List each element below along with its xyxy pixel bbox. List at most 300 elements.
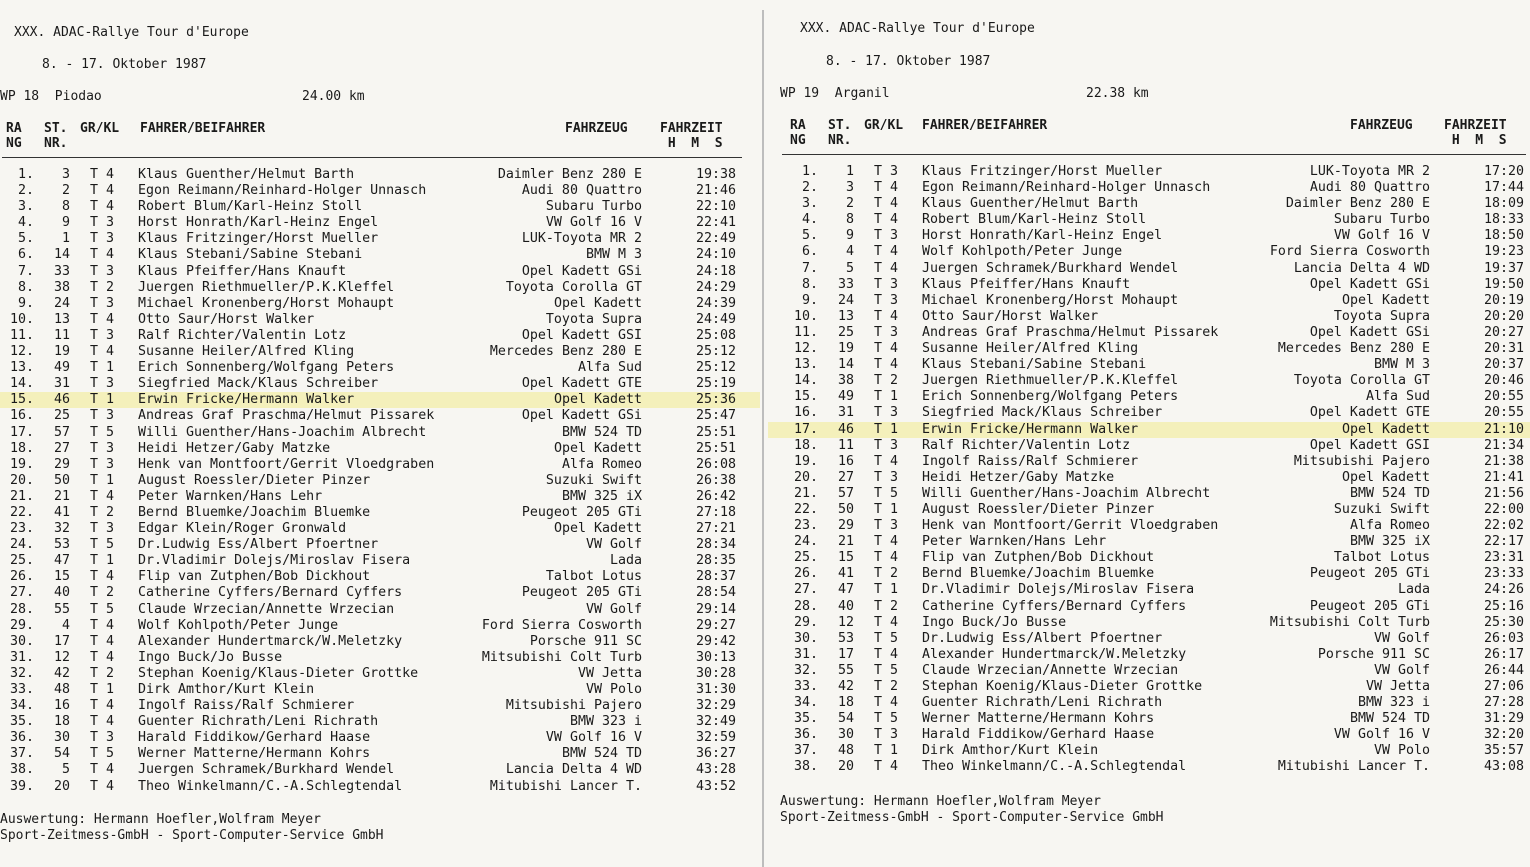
- driver-cell: Ingo Buck/Jo Busse: [138, 649, 283, 665]
- rank-cell: 21.: [9, 488, 34, 504]
- driver-cell: Ralf Richter/Valentin Lotz: [922, 437, 1131, 453]
- start-number-cell: 42: [53, 665, 70, 681]
- car-cell: Opel Kadett: [1341, 292, 1430, 308]
- car-cell: Toyota Supra: [1333, 308, 1430, 324]
- driver-cell: Robert Blum/Karl-Heinz Stoll: [922, 212, 1147, 228]
- time-cell: 24:49: [695, 311, 736, 327]
- car-cell: Peugeot 205 GTi: [521, 504, 642, 520]
- driver-cell: Stephan Koenig/Klaus-Dieter Grottke: [138, 665, 419, 681]
- car-cell: Mercedes Benz 280 E: [489, 344, 642, 360]
- table-row: [768, 727, 1530, 743]
- table-row: [0, 666, 760, 682]
- car-cell: Suzuki Swift: [545, 472, 642, 488]
- table-row: [0, 505, 760, 521]
- start-number-cell: 2: [61, 183, 70, 199]
- car-cell: VW Golf: [1373, 662, 1430, 678]
- rank-cell: 2.: [801, 180, 818, 196]
- time-cell: 32:49: [695, 714, 736, 730]
- time-cell: 22:00: [1483, 501, 1524, 517]
- table-row: [0, 425, 760, 441]
- class-cell: T 4: [874, 453, 899, 469]
- rank-cell: 29.: [793, 614, 818, 630]
- time-cell: 29:42: [695, 633, 736, 649]
- time-cell: 26:17: [1483, 646, 1524, 662]
- start-number-cell: 19: [53, 344, 70, 360]
- class-cell: T 4: [874, 534, 899, 550]
- time-cell: 29:27: [695, 617, 736, 633]
- table-row: [0, 183, 760, 199]
- table-row: [768, 647, 1530, 663]
- time-cell: 18:33: [1483, 212, 1524, 228]
- rank-cell: 22.: [793, 501, 818, 517]
- class-cell: T 4: [874, 614, 899, 630]
- class-cell: T 3: [90, 521, 115, 537]
- class-cell: T 4: [874, 646, 899, 662]
- start-number-cell: 19: [837, 341, 854, 357]
- table-row: [768, 679, 1530, 695]
- rank-cell: 35.: [793, 711, 818, 727]
- rank-cell: 17.: [9, 424, 34, 440]
- rank-cell: 33.: [793, 679, 818, 694]
- driver-cell: Willi Guenther/Hans-Joachim Albrecht: [138, 424, 427, 440]
- time-cell: 19:23: [1483, 244, 1524, 260]
- car-cell: Mitubishi Lancer T.: [489, 778, 642, 794]
- driver-cell: Claude Wrzecian/Annette Wrzecian: [922, 662, 1179, 678]
- driver-cell: Alexander Hundertmarck/W.Meletzky: [138, 633, 403, 649]
- time-cell: 25:51: [695, 440, 736, 456]
- time-cell: 20:55: [1483, 405, 1524, 421]
- class-cell: T 5: [874, 630, 899, 646]
- table-row: [768, 743, 1530, 759]
- time-cell: 21:34: [1483, 437, 1524, 453]
- table-row: [0, 360, 760, 376]
- start-number-cell: 1: [61, 231, 70, 247]
- driver-cell: Klaus Guenther/Helmut Barth: [922, 196, 1139, 212]
- rank-cell: 20.: [793, 469, 818, 485]
- rank-cell: 21.: [793, 485, 818, 501]
- class-cell: T 3: [90, 408, 115, 424]
- time-cell: 18:09: [1483, 196, 1524, 212]
- class-cell: T 4: [90, 311, 115, 327]
- driver-cell: Bernd Bluemke/Joachim Bluemke: [922, 566, 1155, 582]
- class-cell: T 3: [90, 263, 115, 279]
- class-cell: T 2: [90, 504, 115, 520]
- driver-cell: Klaus Stebani/Sabine Stebani: [138, 247, 363, 263]
- time-cell: 19:37: [1483, 260, 1524, 276]
- class-cell: T 2: [874, 373, 899, 389]
- table-row: [768, 373, 1530, 389]
- driver-cell: Claude Wrzecian/Annette Wrzecian: [138, 601, 395, 617]
- class-cell: T 4: [90, 344, 115, 360]
- table-row: [768, 244, 1530, 260]
- header-rule: [2, 157, 742, 158]
- car-cell: BMW 524 TD: [1349, 711, 1430, 727]
- driver-cell: Flip van Zutphen/Bob Dickhout: [138, 569, 371, 585]
- driver-cell: Catherine Cyffers/Bernard Cyffers: [138, 585, 403, 601]
- table-row: [0, 344, 760, 360]
- class-cell: T 5: [90, 746, 115, 762]
- class-cell: T 4: [90, 698, 115, 714]
- car-cell: VW Polo: [1373, 743, 1430, 759]
- car-cell: Opel Kadett GSI: [521, 327, 642, 343]
- rank-cell: 27.: [9, 585, 34, 601]
- car-cell: BMW 524 TD: [561, 746, 642, 762]
- class-cell: T 4: [90, 199, 115, 215]
- car-cell: Ford Sierra Cosworth: [1269, 244, 1430, 260]
- class-cell: T 2: [90, 279, 115, 295]
- rank-cell: 10.: [9, 311, 34, 327]
- car-cell: BMW 325 iX: [561, 488, 642, 504]
- driver-cell: Wolf Kohlpoth/Peter Junge: [138, 617, 339, 633]
- time-cell: 25:51: [695, 424, 736, 440]
- start-number-cell: 27: [837, 469, 854, 485]
- rank-cell: 30.: [793, 630, 818, 646]
- table-row: [768, 550, 1530, 566]
- col-start-header: ST. NR.: [44, 121, 68, 151]
- class-cell: T 1: [90, 392, 115, 408]
- class-cell: T 3: [874, 292, 899, 308]
- driver-cell: Robert Blum/Karl-Heinz Stoll: [138, 199, 363, 215]
- class-cell: T 1: [90, 682, 115, 697]
- table-row: [0, 730, 760, 746]
- class-cell: T 1: [90, 472, 115, 488]
- class-cell: T 4: [874, 180, 899, 196]
- rank-cell: 17.: [793, 421, 818, 437]
- start-number-cell: 25: [53, 408, 70, 424]
- driver-cell: Werner Matterne/Hermann Kohrs: [922, 711, 1155, 727]
- rank-cell: 19.: [793, 453, 818, 469]
- rank-cell: 33.: [9, 682, 34, 697]
- rank-cell: 4.: [801, 212, 818, 228]
- table-row: [0, 199, 760, 215]
- car-cell: Mitubishi Lancer T.: [1277, 759, 1430, 775]
- stage-name: WP 19 Arganil: [780, 86, 890, 101]
- table-row: [0, 312, 760, 328]
- time-cell: 25:16: [1483, 598, 1524, 614]
- driver-cell: Heidi Hetzer/Gaby Matzke: [138, 440, 331, 456]
- start-number-cell: 20: [53, 778, 70, 794]
- class-cell: T 3: [90, 327, 115, 343]
- col-rank-header: RA NG: [6, 121, 22, 151]
- event-dates: 8. - 17. Oktober 1987: [42, 57, 207, 72]
- start-number-cell: 11: [53, 327, 70, 343]
- class-cell: T 5: [874, 711, 899, 727]
- rank-cell: 10.: [793, 308, 818, 324]
- class-cell: T 1: [874, 421, 899, 437]
- table-row: [768, 180, 1530, 196]
- driver-cell: Catherine Cyffers/Bernard Cyffers: [922, 598, 1187, 614]
- start-number-cell: 53: [837, 630, 854, 646]
- car-cell: BMW 524 TD: [561, 424, 642, 440]
- rank-cell: 24.: [793, 534, 818, 550]
- event-title: XXX. ADAC-Rallye Tour d'Europe: [800, 21, 1035, 36]
- time-cell: 23:31: [1483, 550, 1524, 566]
- driver-cell: Dr.Ludwig Ess/Albert Pfoertner: [138, 537, 379, 553]
- table-row: [0, 634, 760, 650]
- rank-cell: 1.: [801, 164, 818, 179]
- class-cell: T 5: [874, 485, 899, 501]
- start-number-cell: 27: [53, 440, 70, 456]
- start-number-cell: 11: [837, 437, 854, 453]
- driver-cell: Horst Honrath/Karl-Heinz Engel: [922, 228, 1163, 244]
- start-number-cell: 4: [845, 244, 854, 260]
- time-cell: 30:13: [695, 649, 736, 665]
- car-cell: Toyota Supra: [545, 311, 642, 327]
- time-cell: 20:46: [1483, 373, 1524, 389]
- class-cell: T 4: [90, 633, 115, 649]
- driver-cell: Juergen Schramek/Burkhard Wendel: [138, 762, 395, 778]
- driver-cell: Harald Fiddikow/Gerhard Haase: [138, 730, 371, 746]
- rank-cell: 19.: [9, 456, 34, 472]
- driver-cell: Klaus Fritzinger/Horst Mueller: [138, 231, 379, 247]
- car-cell: Opel Kadett GSi: [1309, 324, 1430, 340]
- class-cell: T 3: [90, 730, 115, 746]
- start-number-cell: 16: [837, 453, 854, 469]
- time-cell: 21:46: [695, 183, 736, 199]
- car-cell: BMW M 3: [585, 247, 642, 263]
- rank-cell: 7.: [17, 263, 34, 279]
- rank-cell: 28.: [793, 598, 818, 614]
- car-cell: VW Polo: [585, 682, 642, 697]
- results-sheet-wp18: [0, 0, 760, 867]
- time-cell: 25:36: [695, 392, 736, 408]
- driver-cell: Dr.Ludwig Ess/Albert Pfoertner: [922, 630, 1163, 646]
- time-cell: 22:41: [695, 215, 736, 231]
- time-cell: 32:20: [1483, 727, 1524, 743]
- driver-cell: Juergen Riethmueller/P.K.Kleffel: [922, 373, 1179, 389]
- class-cell: T 4: [90, 247, 115, 263]
- class-cell: T 3: [874, 164, 899, 179]
- driver-cell: Theo Winkelmann/C.-A.Schlegtendal: [138, 778, 403, 794]
- rank-cell: 14.: [793, 373, 818, 389]
- class-cell: T 4: [874, 695, 899, 711]
- start-number-cell: 50: [53, 472, 70, 488]
- start-number-cell: 8: [61, 199, 70, 215]
- car-cell: Peugeot 205 GTi: [521, 585, 642, 601]
- class-cell: T 3: [90, 376, 115, 392]
- start-number-cell: 33: [837, 276, 854, 292]
- start-number-cell: 42: [837, 679, 854, 694]
- driver-cell: Erich Sonnenberg/Wolfgang Peters: [922, 389, 1179, 405]
- class-cell: T 4: [90, 488, 115, 504]
- rank-cell: 4.: [17, 215, 34, 231]
- start-number-cell: 31: [53, 376, 70, 392]
- car-cell: VW Golf 16 V: [545, 215, 642, 231]
- rank-cell: 3.: [17, 199, 34, 215]
- driver-cell: Klaus Guenther/Helmut Barth: [138, 167, 355, 182]
- rank-cell: 31.: [9, 649, 34, 665]
- results-table-wp18: [0, 167, 760, 795]
- start-number-cell: 31: [837, 405, 854, 421]
- car-cell: VW Golf 16 V: [1333, 727, 1430, 743]
- driver-cell: Guenter Richrath/Leni Richrath: [138, 714, 379, 730]
- start-number-cell: 47: [53, 553, 70, 569]
- class-cell: T 2: [874, 566, 899, 582]
- start-number-cell: 9: [845, 228, 854, 244]
- class-cell: T 3: [90, 456, 115, 472]
- class-cell: T 5: [90, 424, 115, 440]
- driver-cell: Peter Warnken/Hans Lehr: [138, 488, 323, 504]
- time-cell: 28:35: [695, 553, 736, 569]
- time-cell: 27:21: [695, 521, 736, 537]
- car-cell: Opel Kadett GTE: [1309, 405, 1430, 421]
- driver-cell: Bernd Bluemke/Joachim Bluemke: [138, 504, 371, 520]
- event-dates: 8. - 17. Oktober 1987: [826, 54, 991, 69]
- table-row: [0, 714, 760, 730]
- rank-cell: 6.: [17, 247, 34, 263]
- start-number-cell: 54: [53, 746, 70, 762]
- start-number-cell: 46: [837, 421, 854, 437]
- car-cell: Toyota Corolla GT: [505, 279, 642, 295]
- car-cell: Talbot Lotus: [1333, 550, 1430, 566]
- table-row: [0, 296, 760, 312]
- table-row: [0, 585, 760, 601]
- driver-cell: Andreas Graf Praschma/Helmut Pissarek: [138, 408, 435, 424]
- col-time-header: FAHRZEIT H M S: [1444, 118, 1507, 148]
- footer-company: Sport-Zeitmess-GmbH - Sport-Computer-Service GmbH: [780, 810, 1164, 825]
- rank-cell: 9.: [801, 292, 818, 308]
- rank-cell: 34.: [9, 698, 34, 714]
- class-cell: T 3: [90, 231, 115, 247]
- class-cell: T 1: [874, 582, 899, 598]
- rank-cell: 26.: [793, 566, 818, 582]
- time-cell: 43:08: [1483, 759, 1524, 775]
- time-cell: 26:03: [1483, 630, 1524, 646]
- start-number-cell: 2: [845, 196, 854, 212]
- car-cell: VW Golf: [585, 601, 642, 617]
- class-cell: T 4: [874, 550, 899, 566]
- table-row: [768, 325, 1530, 341]
- car-cell: Audi 80 Quattro: [1309, 180, 1430, 196]
- rank-cell: 23.: [9, 521, 34, 537]
- start-number-cell: 12: [837, 614, 854, 630]
- driver-cell: Siegfried Mack/Klaus Schreiber: [138, 376, 379, 392]
- table-row: [768, 405, 1530, 421]
- table-row: [0, 408, 760, 424]
- rank-cell: 13.: [9, 360, 34, 376]
- rank-cell: 8.: [17, 279, 34, 295]
- rank-cell: 35.: [9, 714, 34, 730]
- class-cell: T 4: [90, 167, 115, 182]
- start-number-cell: 24: [837, 292, 854, 308]
- time-cell: 26:44: [1483, 662, 1524, 678]
- time-cell: 28:34: [695, 537, 736, 553]
- driver-cell: Otto Saur/Horst Walker: [138, 311, 315, 327]
- rank-cell: 11.: [793, 324, 818, 340]
- rank-cell: 34.: [793, 695, 818, 711]
- start-number-cell: 33: [53, 263, 70, 279]
- time-cell: 23:33: [1483, 566, 1524, 582]
- rank-cell: 9.: [17, 295, 34, 311]
- start-number-cell: 30: [837, 727, 854, 743]
- driver-cell: August Roessler/Dieter Pinzer: [138, 472, 371, 488]
- driver-cell: Susanne Heiler/Alfred Kling: [922, 341, 1139, 357]
- time-cell: 25:08: [695, 327, 736, 343]
- driver-cell: Egon Reimann/Reinhard-Holger Unnasch: [138, 183, 427, 199]
- car-cell: Toyota Corolla GT: [1293, 373, 1430, 389]
- rank-cell: 6.: [801, 244, 818, 260]
- table-row: [768, 309, 1530, 325]
- car-cell: Subaru Turbo: [1333, 212, 1430, 228]
- time-cell: 32:59: [695, 730, 736, 746]
- driver-cell: Dr.Vladimir Dolejs/Miroslav Fisera: [922, 582, 1195, 598]
- rank-cell: 38.: [9, 762, 34, 778]
- time-cell: 26:08: [695, 456, 736, 472]
- rank-cell: 31.: [793, 646, 818, 662]
- class-cell: T 4: [874, 308, 899, 324]
- rank-cell: 1.: [17, 167, 34, 182]
- class-cell: T 3: [874, 518, 899, 534]
- rank-cell: 13.: [793, 357, 818, 373]
- time-cell: 20:55: [1483, 389, 1524, 405]
- table-row: [0, 521, 760, 537]
- table-row: [768, 454, 1530, 470]
- car-cell: VW Golf 16 V: [545, 730, 642, 746]
- start-number-cell: 17: [53, 633, 70, 649]
- start-number-cell: 5: [845, 260, 854, 276]
- class-cell: T 2: [90, 585, 115, 601]
- rank-cell: 15.: [793, 389, 818, 405]
- time-cell: 24:39: [695, 295, 736, 311]
- time-cell: 27:18: [695, 504, 736, 520]
- start-number-cell: 57: [837, 485, 854, 501]
- table-row: [768, 389, 1530, 405]
- driver-cell: Ralf Richter/Valentin Lotz: [138, 327, 347, 343]
- driver-cell: Ingo Buck/Jo Busse: [922, 614, 1067, 630]
- car-cell: Mitsubishi Colt Turb: [481, 649, 642, 665]
- start-number-cell: 57: [53, 424, 70, 440]
- table-row: [0, 215, 760, 231]
- car-cell: VW Jetta: [577, 665, 642, 681]
- driver-cell: Harald Fiddikow/Gerhard Haase: [922, 727, 1155, 743]
- table-row: [768, 212, 1530, 228]
- car-cell: Opel Kadett: [1341, 469, 1430, 485]
- car-cell: Lada: [609, 553, 642, 569]
- start-number-cell: 55: [53, 601, 70, 617]
- car-cell: Mitsubishi Pajero: [1293, 453, 1430, 469]
- class-cell: T 4: [90, 569, 115, 585]
- driver-cell: Theo Winkelmann/C.-A.Schlegtendal: [922, 759, 1187, 775]
- start-number-cell: 38: [53, 279, 70, 295]
- time-cell: 24:29: [695, 279, 736, 295]
- car-cell: BMW M 3: [1373, 357, 1430, 373]
- time-cell: 17:44: [1483, 180, 1524, 196]
- driver-cell: Michael Kronenberg/Horst Mohaupt: [138, 295, 395, 311]
- table-row: [768, 599, 1530, 615]
- class-cell: T 4: [874, 196, 899, 212]
- driver-cell: Erich Sonnenberg/Wolfgang Peters: [138, 360, 395, 376]
- table-row: [768, 486, 1530, 502]
- rank-cell: 38.: [793, 759, 818, 775]
- table-row: [0, 553, 760, 569]
- start-number-cell: 20: [837, 759, 854, 775]
- class-cell: T 2: [874, 679, 899, 694]
- driver-cell: Erwin Fricke/Hermann Walker: [922, 421, 1139, 437]
- table-row: [768, 711, 1530, 727]
- class-cell: T 3: [874, 228, 899, 244]
- table-row: [0, 328, 760, 344]
- class-cell: T 5: [90, 601, 115, 617]
- rank-cell: 36.: [9, 730, 34, 746]
- class-cell: T 1: [874, 389, 899, 405]
- footer-evaluation: Auswertung: Hermann Hoefler,Wolfram Meyer: [780, 794, 1101, 809]
- class-cell: T 3: [874, 276, 899, 292]
- class-cell: T 4: [874, 341, 899, 357]
- time-cell: 20:27: [1483, 324, 1524, 340]
- rank-cell: 15.: [9, 392, 34, 408]
- time-cell: 26:38: [695, 472, 736, 488]
- driver-cell: Andreas Graf Praschma/Helmut Pissarek: [922, 324, 1219, 340]
